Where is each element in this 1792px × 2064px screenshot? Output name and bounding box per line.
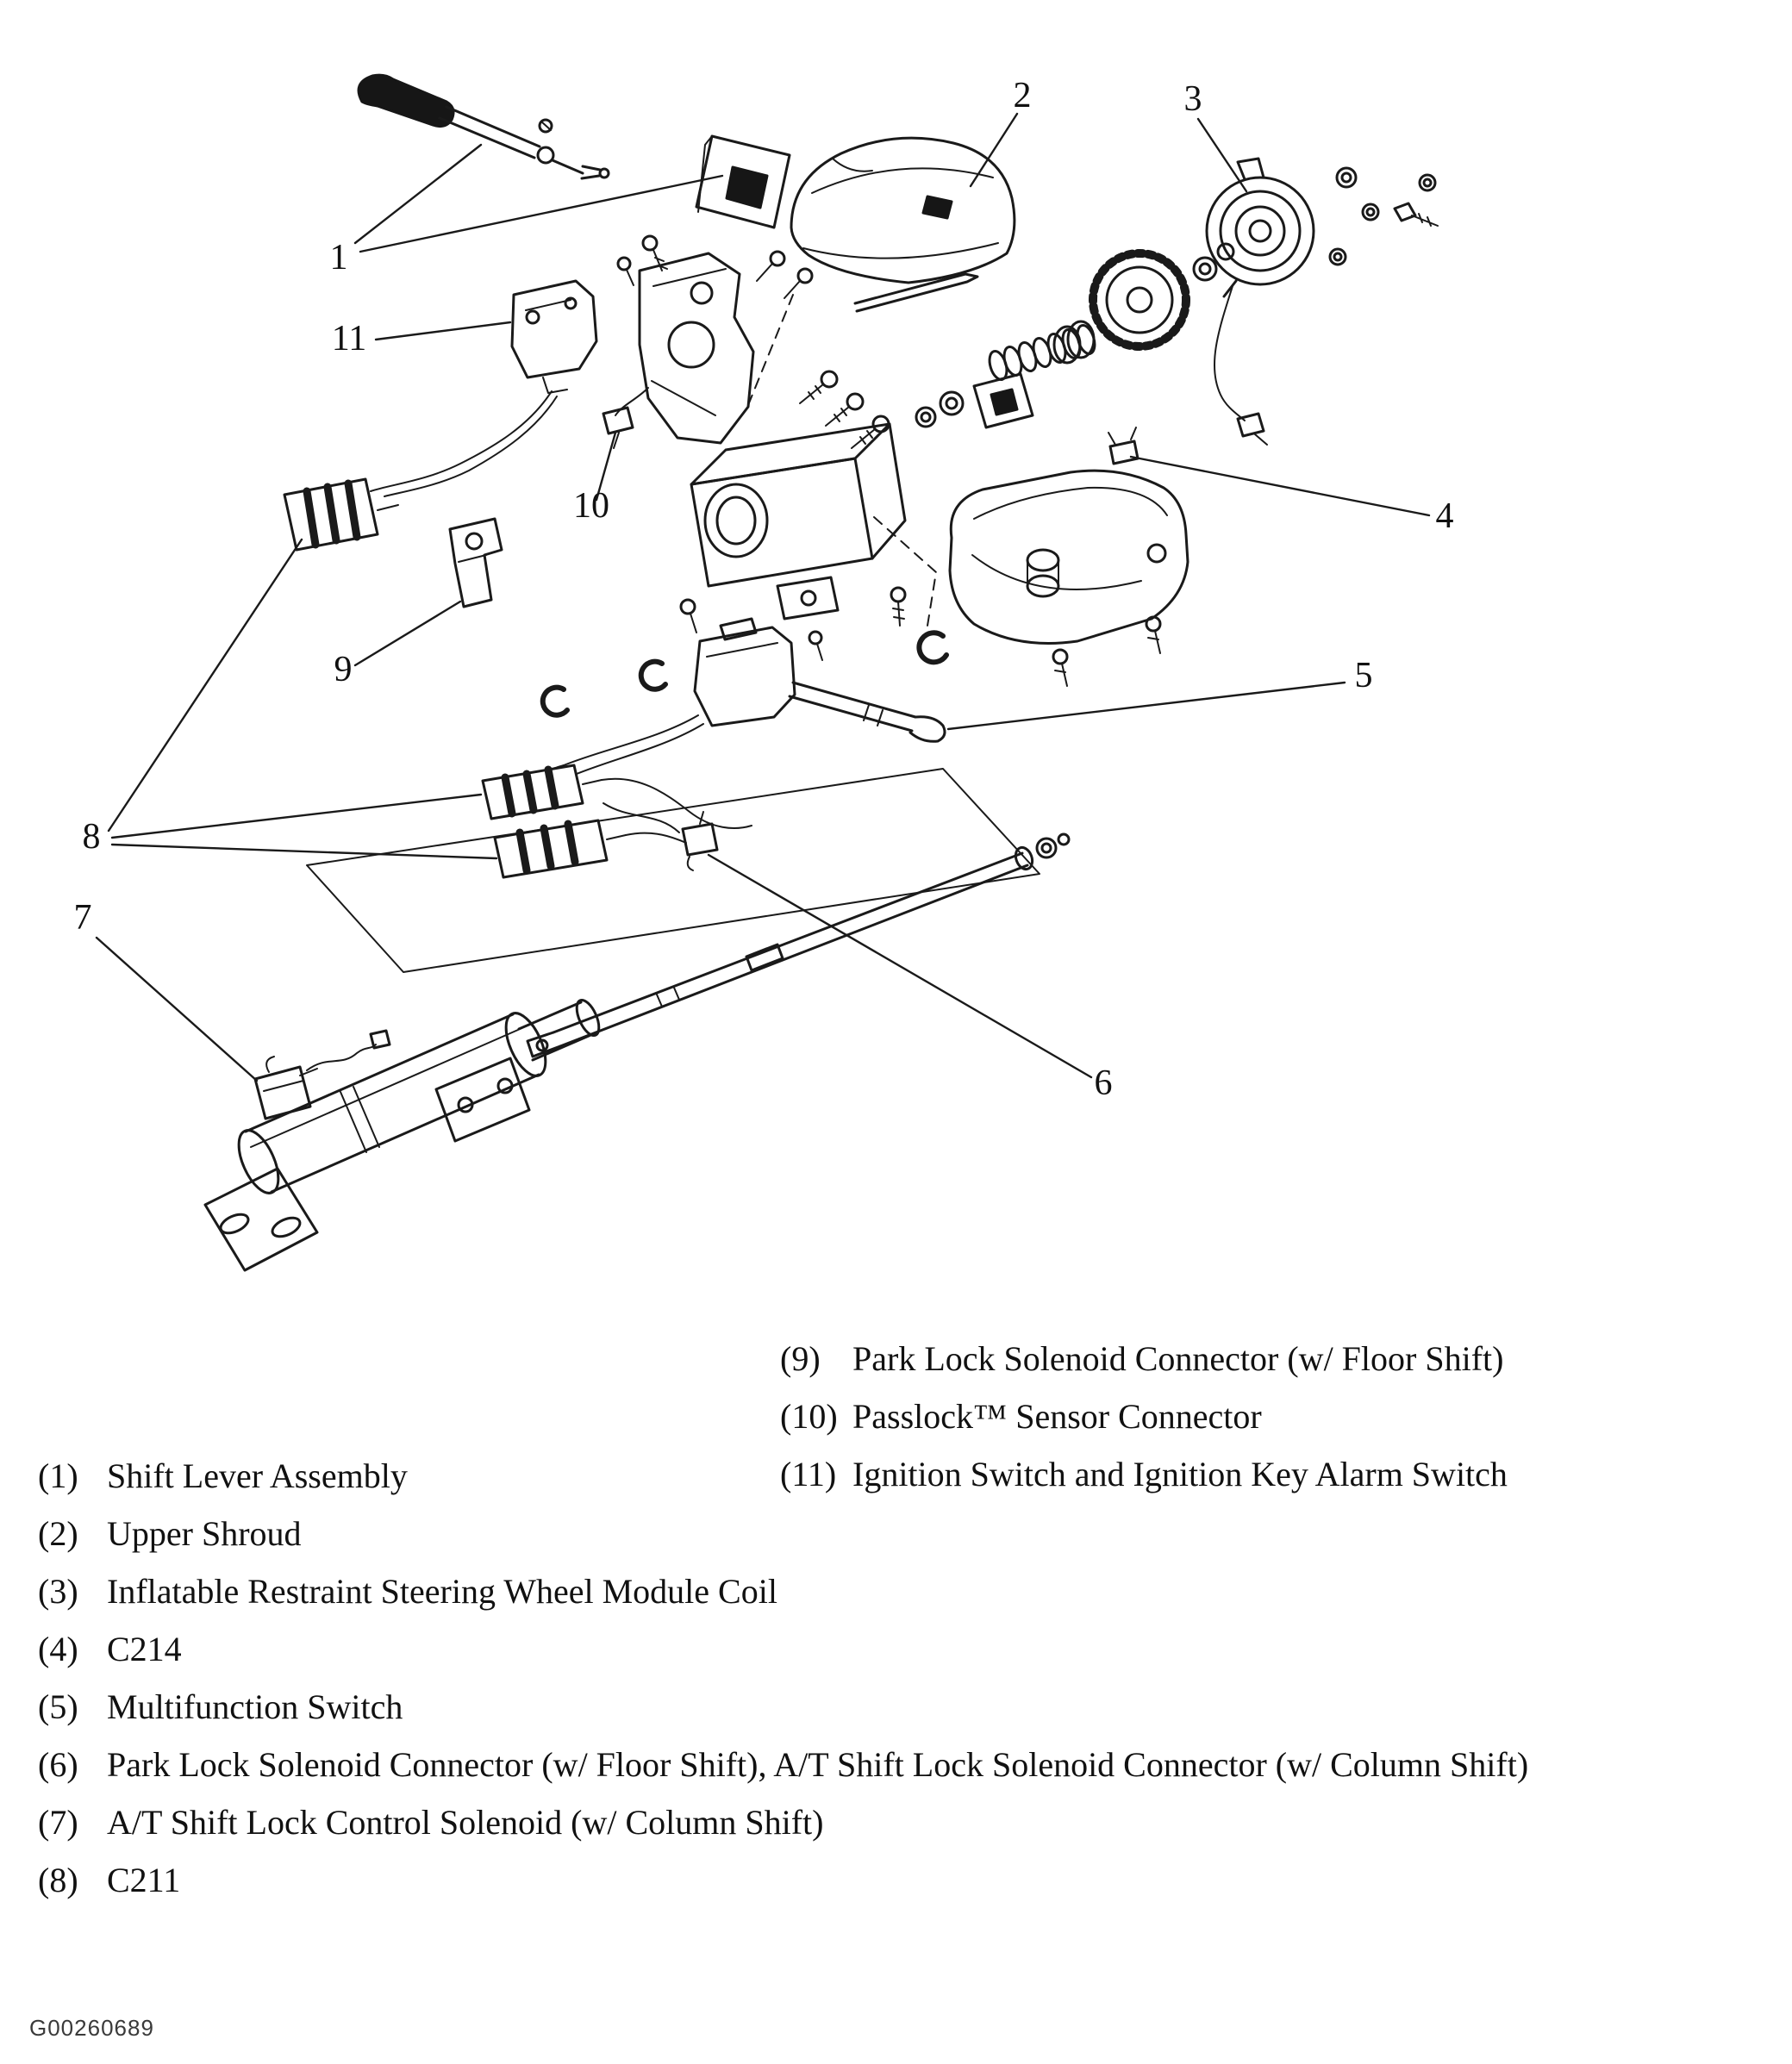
leader-line-3: [1198, 119, 1246, 191]
callout-number-7: 7: [73, 898, 92, 938]
callout-8: [83, 539, 497, 858]
legend-label-1: Shift Lever Assembly: [107, 1456, 408, 1495]
legend-label-4: C214: [107, 1630, 182, 1668]
ignition-switch: [371, 281, 596, 496]
shift-lock-solenoid-connector: [683, 812, 717, 870]
legend-item-7: [38, 1798, 1714, 1847]
steering-shaft: [528, 834, 1069, 1057]
leader-line-2: [971, 114, 1017, 186]
steering-column-tube: [205, 997, 603, 1270]
park-lock-connector-bracket: [450, 519, 502, 607]
housing-bolts: [748, 252, 889, 448]
legend-label-2: Upper Shroud: [107, 1514, 302, 1553]
switch-stalk: [790, 683, 915, 731]
upper-shroud: [791, 138, 1015, 283]
callout-2: [971, 76, 1032, 186]
leader-line-4: [1131, 457, 1429, 515]
callout-number-1: 1: [329, 238, 348, 277]
callout-number-4: 4: [1435, 496, 1454, 536]
legend-item-6: [38, 1740, 1714, 1789]
legend-number-11: (11): [780, 1455, 837, 1493]
shift-lever-assembly: [359, 75, 609, 178]
callout-11: [332, 319, 510, 359]
callout-number-10: 10: [573, 486, 609, 526]
legend-label-8: C211: [107, 1861, 181, 1899]
legend-label-3: Inflatable Restraint Steering Wheel Module Coil: [107, 1572, 777, 1611]
retaining-ring: [919, 633, 946, 662]
legend-number-2: (2): [38, 1514, 78, 1553]
callout-5: [948, 656, 1373, 729]
steering-wheel-module-coil: [1207, 159, 1314, 445]
retaining-clips: [543, 662, 665, 715]
legend-number-7: (7): [38, 1803, 78, 1842]
coil-fasteners: [1330, 168, 1438, 265]
leader-line-5: [948, 683, 1345, 729]
callout-1: [330, 145, 723, 277]
legend-number-3: (3): [38, 1572, 78, 1611]
legend-item-8: [38, 1855, 1714, 1905]
callout-number-6: 6: [1094, 1063, 1113, 1103]
harness-connector-c211-b: [495, 820, 626, 877]
legend-left-column: [38, 1451, 1714, 1913]
callout-7: [74, 898, 258, 1081]
callout-6: [709, 855, 1113, 1103]
shift-lever-mounting-plate: [696, 136, 790, 228]
harness-connector-c211-a: [483, 765, 602, 819]
shaft-spring: [986, 323, 1097, 382]
column-mount-flange: [205, 1169, 317, 1270]
shift-lock-control-solenoid: [255, 1031, 390, 1119]
cancel-cam: [1093, 253, 1186, 346]
legend-label-11: Ignition Switch and Ignition Key Alarm Switch: [852, 1455, 1508, 1493]
shroud-plate: [974, 374, 1033, 427]
callout-number-11: 11: [331, 319, 367, 359]
legend-label-7: A/T Shift Lock Control Solenoid (w/ Column Shift): [107, 1803, 824, 1842]
legend-number-9: (9): [780, 1339, 821, 1378]
leader-line-8: [109, 539, 496, 858]
callout-number-3: 3: [1183, 79, 1202, 119]
passlock-sensor: [603, 236, 753, 448]
lock-housing: [691, 424, 946, 662]
figure-code: G00260689: [29, 2015, 154, 2041]
legend-number-5: (5): [38, 1687, 78, 1726]
legend-label-10: Passlock™ Sensor Connector: [852, 1397, 1262, 1436]
legend-item-2: [38, 1509, 1714, 1558]
legend-item-1: [38, 1451, 1714, 1500]
legend-item-10: [780, 1392, 1784, 1441]
legend-item-5: [38, 1682, 1714, 1731]
steering-shaft-components: [855, 244, 1233, 427]
leader-line-11: [376, 322, 510, 340]
leader-line-9: [355, 602, 460, 665]
callout-4: [1131, 457, 1454, 536]
callout-number-2: 2: [1013, 76, 1032, 115]
actuator-rod: [855, 274, 977, 311]
legend-item-4: [38, 1624, 1714, 1674]
callout-9: [334, 602, 461, 689]
legend-label-5: Multifunction Switch: [107, 1687, 403, 1726]
legend-number-4: (4): [38, 1630, 78, 1668]
leader-line-7: [97, 938, 257, 1081]
legend-number-10: (10): [780, 1397, 838, 1436]
legend-label-6: Park Lock Solenoid Connector (w/ Floor Shift), A/T Shift Lock Solenoid Connector (w/ Column Shift): [107, 1745, 1529, 1784]
harness-wires: [602, 779, 752, 843]
legend-label-9: Park Lock Solenoid Connector (w/ Floor Shift): [852, 1339, 1504, 1378]
legend-number-8: (8): [38, 1861, 78, 1899]
legend-number-1: (1): [38, 1456, 78, 1495]
lower-shroud: [950, 427, 1188, 686]
legend-number-6: (6): [38, 1745, 78, 1784]
legend-item-3: [38, 1567, 1714, 1616]
callout-number-8: 8: [82, 817, 101, 857]
callout-10: [573, 433, 615, 526]
legend-item-9: [780, 1334, 1784, 1383]
callout-number-5: 5: [1354, 656, 1373, 695]
multifunction-switch: [507, 600, 945, 784]
callout-3: [1184, 79, 1247, 191]
callout-number-9: 9: [334, 650, 353, 689]
